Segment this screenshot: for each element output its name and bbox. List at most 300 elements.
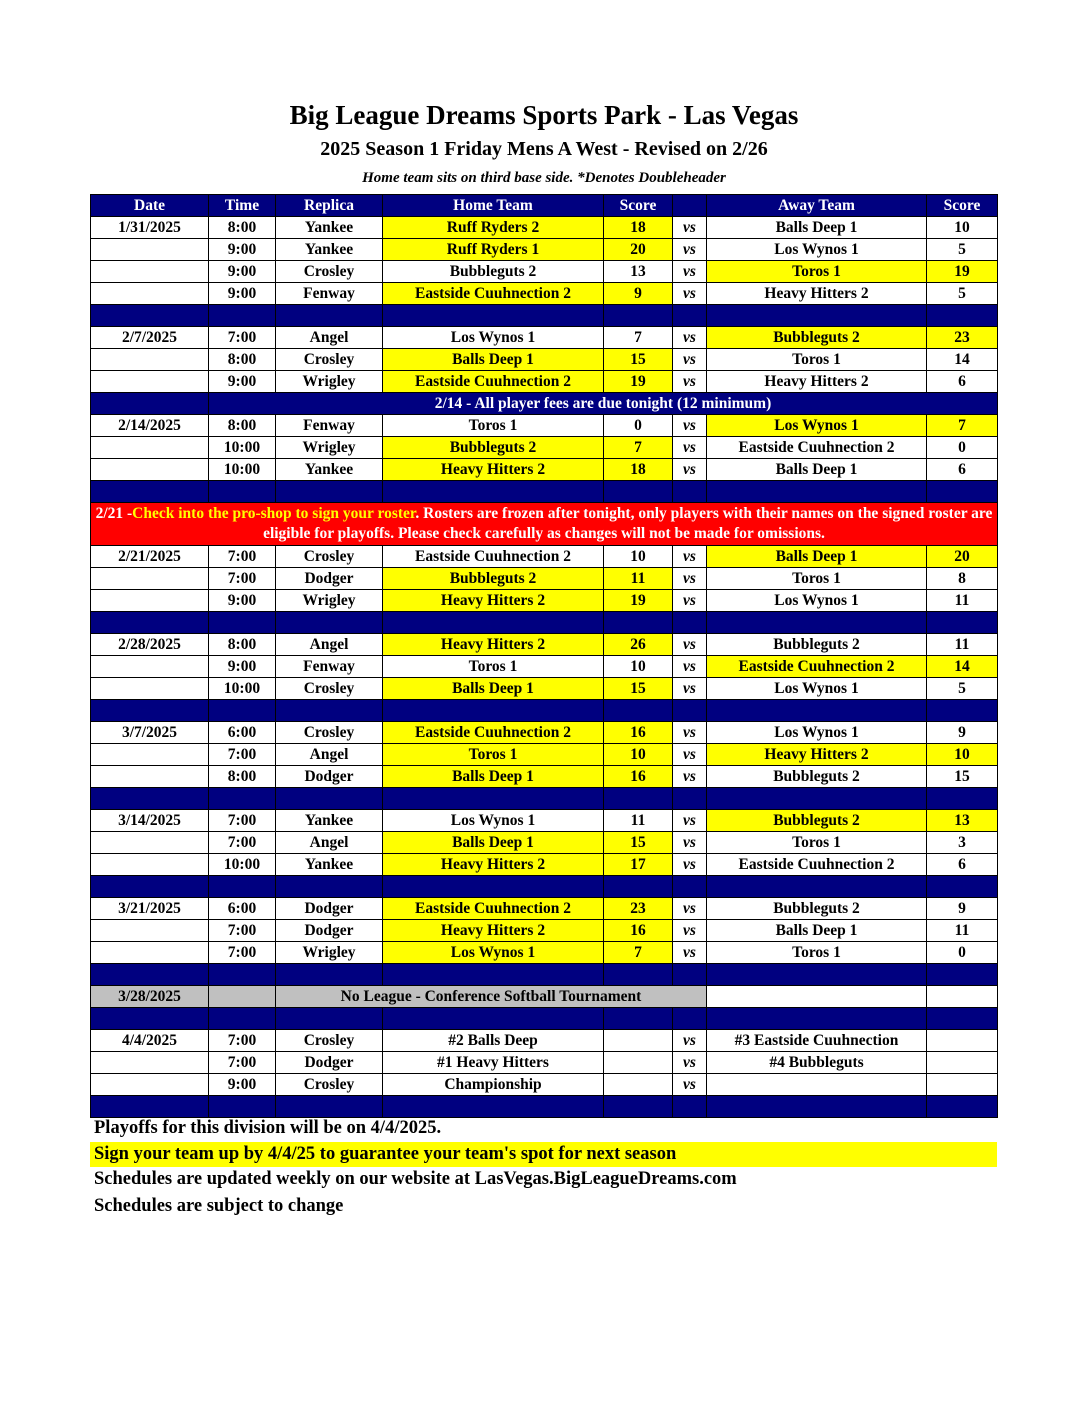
fees-notice-row: [91, 393, 998, 415]
page-subtitle: 2025 Season 1 Friday Mens A West - Revised on 2/26: [320, 138, 768, 160]
vs-cell: vs: [673, 217, 707, 239]
date-cell: [91, 239, 209, 261]
date-cell: [91, 656, 209, 678]
date-cell: 3/28/2025: [91, 986, 209, 1008]
table-row: [91, 634, 998, 656]
separator-row: [91, 964, 998, 986]
separator-cell: [209, 1096, 276, 1118]
home-team-cell: Balls Deep 1: [383, 678, 604, 700]
table-row: [91, 283, 998, 305]
date-cell: 4/4/2025: [91, 1030, 209, 1052]
vs-cell: vs: [673, 590, 707, 612]
away-score-cell: 20: [927, 546, 998, 568]
separator-cell: [927, 788, 998, 810]
date-cell: [91, 744, 209, 766]
separator-cell: [707, 481, 927, 503]
field-cell: Wrigley: [276, 942, 383, 964]
vs-cell: vs: [673, 744, 707, 766]
table-row: [91, 656, 998, 678]
separator-cell: [927, 1096, 998, 1118]
away-team-cell: Balls Deep 1: [707, 546, 927, 568]
home-score-cell: 10: [604, 744, 673, 766]
table-row: [91, 832, 998, 854]
away-score-cell: 5: [927, 283, 998, 305]
field-cell: Crosley: [276, 546, 383, 568]
table-row: [91, 1074, 998, 1096]
time-cell: 9:00: [209, 1074, 276, 1096]
home-score-cell: 16: [604, 766, 673, 788]
separator-row: [91, 1008, 998, 1030]
separator-cell: [604, 612, 673, 634]
field-cell: Crosley: [276, 722, 383, 744]
field-cell: Yankee: [276, 217, 383, 239]
separator-cell: [91, 481, 209, 503]
home-team-cell: Heavy Hitters 2: [383, 920, 604, 942]
date-cell: [91, 568, 209, 590]
separator-row: [91, 612, 998, 634]
date-cell: [91, 942, 209, 964]
away-score-cell: [927, 1052, 998, 1074]
page-title: Big League Dreams Sports Park - Las Vegas: [289, 100, 799, 130]
date-cell: 3/21/2025: [91, 898, 209, 920]
change-note: Schedules are subject to change: [94, 1196, 344, 1216]
vs-cell: vs: [673, 832, 707, 854]
away-team-cell: Balls Deep 1: [707, 920, 927, 942]
away-score-cell: 6: [927, 854, 998, 876]
vs-cell: vs: [673, 371, 707, 393]
time-cell: 7:00: [209, 744, 276, 766]
roster-notice: [91, 503, 998, 546]
separator-cell: [707, 1096, 927, 1118]
table-row: [91, 459, 998, 481]
date-cell: 1/31/2025: [91, 217, 209, 239]
header-date: Date: [91, 195, 209, 217]
home-team-cell: Ruff Ryders 1: [383, 239, 604, 261]
table-row: [91, 854, 998, 876]
separator-cell: [707, 305, 927, 327]
table-row: [91, 546, 998, 568]
vs-cell: vs: [673, 766, 707, 788]
date-cell: [91, 590, 209, 612]
time-cell: 9:00: [209, 261, 276, 283]
home-team-cell: Balls Deep 1: [383, 349, 604, 371]
home-score-cell: 26: [604, 634, 673, 656]
date-cell: 3/7/2025: [91, 722, 209, 744]
home-score-cell: 15: [604, 832, 673, 854]
date-cell: [91, 1074, 209, 1096]
separator-cell: [673, 1008, 707, 1030]
away-score-cell: 10: [927, 217, 998, 239]
away-score-cell: 23: [927, 327, 998, 349]
away-team-cell: Los Wynos 1: [707, 678, 927, 700]
date-cell: [91, 832, 209, 854]
header-home-score: Score: [604, 195, 673, 217]
home-score-cell: 9: [604, 283, 673, 305]
field-cell: Wrigley: [276, 590, 383, 612]
home-score-cell: 7: [604, 437, 673, 459]
away-team-cell: Toros 1: [707, 942, 927, 964]
roster-notice-highlight: Check into the pro-shop to sign your roster: [132, 505, 416, 522]
home-team-cell: Heavy Hitters 2: [383, 854, 604, 876]
away-team-cell: Bubbleguts 2: [707, 810, 927, 832]
no-league-text: No League - Conference Softball Tournament: [276, 986, 707, 1008]
vs-cell: vs: [673, 854, 707, 876]
home-score-cell: 13: [604, 261, 673, 283]
vs-cell: vs: [673, 349, 707, 371]
away-score-cell: 8: [927, 568, 998, 590]
home-score-cell: 7: [604, 327, 673, 349]
away-score-cell: 0: [927, 437, 998, 459]
separator-row: [91, 1096, 998, 1118]
away-score-cell: 11: [927, 920, 998, 942]
date-cell: 2/28/2025: [91, 634, 209, 656]
separator-cell: [91, 1096, 209, 1118]
away-team-cell: Los Wynos 1: [707, 590, 927, 612]
vs-cell: vs: [673, 656, 707, 678]
time-cell: 8:00: [209, 217, 276, 239]
date-cell: [91, 459, 209, 481]
away-score-cell: 0: [927, 942, 998, 964]
vs-cell: vs: [673, 261, 707, 283]
home-score-cell: [604, 1030, 673, 1052]
separator-cell: [276, 788, 383, 810]
separator-cell: [604, 788, 673, 810]
vs-cell: vs: [673, 568, 707, 590]
table-row: [91, 590, 998, 612]
separator-row: [91, 876, 998, 898]
separator-cell: [209, 964, 276, 986]
away-team-cell: Los Wynos 1: [707, 722, 927, 744]
separator-row: [91, 788, 998, 810]
separator-cell: [673, 700, 707, 722]
separator-cell: [276, 481, 383, 503]
vs-cell: vs: [673, 415, 707, 437]
home-team-cell: Eastside Cuuhnection 2: [383, 546, 604, 568]
away-score-cell: 11: [927, 590, 998, 612]
separator-cell: [383, 788, 604, 810]
time-cell: 7:00: [209, 942, 276, 964]
home-team-note: Home team sits on third base side. *Denotes Doubleheader: [362, 170, 726, 186]
time-cell: 7:00: [209, 546, 276, 568]
separator-cell: [209, 305, 276, 327]
home-score-cell: 11: [604, 568, 673, 590]
time-cell: 10:00: [209, 437, 276, 459]
header-away-score: Score: [927, 195, 998, 217]
vs-cell: vs: [673, 920, 707, 942]
field-cell: Dodger: [276, 920, 383, 942]
home-score-cell: 15: [604, 678, 673, 700]
date-cell: [91, 678, 209, 700]
table-row: [91, 810, 998, 832]
separator-cell: [383, 305, 604, 327]
table-row: [91, 568, 998, 590]
time-cell: 6:00: [209, 722, 276, 744]
away-score-cell: 6: [927, 371, 998, 393]
away-score-cell: [927, 1030, 998, 1052]
time-cell: 8:00: [209, 349, 276, 371]
home-score-cell: [604, 1074, 673, 1096]
away-score-cell: 15: [927, 766, 998, 788]
home-score-cell: 7: [604, 942, 673, 964]
table-row: [91, 766, 998, 788]
home-score-cell: 10: [604, 656, 673, 678]
time-cell: 9:00: [209, 239, 276, 261]
table-row: [91, 722, 998, 744]
separator-cell: [604, 876, 673, 898]
vs-cell: vs: [673, 722, 707, 744]
away-score-cell: 14: [927, 656, 998, 678]
vs-cell: vs: [673, 1030, 707, 1052]
away-score-cell: 5: [927, 239, 998, 261]
time-cell: 8:00: [209, 766, 276, 788]
date-cell: [91, 854, 209, 876]
separator-cell: [927, 481, 998, 503]
header-away-team: Away Team: [707, 195, 927, 217]
away-team-cell: Bubbleguts 2: [707, 327, 927, 349]
vs-cell: vs: [673, 1074, 707, 1096]
field-cell: Dodger: [276, 898, 383, 920]
time-cell: 8:00: [209, 415, 276, 437]
time-cell: 7:00: [209, 832, 276, 854]
table-row: [91, 349, 998, 371]
away-team-cell: Heavy Hitters 2: [707, 371, 927, 393]
separator-row: [91, 481, 998, 503]
date-cell: [91, 437, 209, 459]
home-team-cell: Eastside Cuuhnection 2: [383, 371, 604, 393]
away-score-cell: 3: [927, 832, 998, 854]
away-team-cell: Los Wynos 1: [707, 415, 927, 437]
separator-cell: [209, 481, 276, 503]
vs-cell: vs: [673, 898, 707, 920]
header-replica: Replica: [276, 195, 383, 217]
separator-cell: [604, 1008, 673, 1030]
table-row: [91, 261, 998, 283]
away-team-cell: Heavy Hitters 2: [707, 744, 927, 766]
home-team-cell: Balls Deep 1: [383, 832, 604, 854]
home-score-cell: 10: [604, 546, 673, 568]
separator-row: [91, 305, 998, 327]
time-cell: 9:00: [209, 283, 276, 305]
field-cell: Dodger: [276, 766, 383, 788]
table-row: [91, 327, 998, 349]
away-team-cell: Bubbleguts 2: [707, 766, 927, 788]
separator-cell: [927, 1008, 998, 1030]
vs-cell: vs: [673, 239, 707, 261]
separator-cell: [383, 1008, 604, 1030]
field-cell: Crosley: [276, 1074, 383, 1096]
separator-cell: [383, 1096, 604, 1118]
field-cell: Dodger: [276, 568, 383, 590]
separator-cell: [276, 876, 383, 898]
home-team-cell: Heavy Hitters 2: [383, 590, 604, 612]
home-team-cell: #2 Balls Deep: [383, 1030, 604, 1052]
table-row: [91, 437, 998, 459]
separator-cell: [383, 612, 604, 634]
vs-cell: vs: [673, 327, 707, 349]
separator-cell: [604, 700, 673, 722]
field-cell: Angel: [276, 634, 383, 656]
separator-cell: [707, 612, 927, 634]
separator-cell: [276, 612, 383, 634]
away-team-cell: [707, 986, 927, 1008]
separator-cell: [927, 700, 998, 722]
home-team-cell: Bubbleguts 2: [383, 261, 604, 283]
separator-cell: [209, 788, 276, 810]
home-team-cell: Toros 1: [383, 744, 604, 766]
time-cell: 10:00: [209, 459, 276, 481]
away-score-cell: [927, 1074, 998, 1096]
separator-cell: [673, 305, 707, 327]
vs-cell: vs: [673, 678, 707, 700]
vs-cell: vs: [673, 942, 707, 964]
time-cell: 7:00: [209, 810, 276, 832]
separator-cell: [91, 876, 209, 898]
date-cell: [91, 349, 209, 371]
field-cell: Yankee: [276, 810, 383, 832]
vs-cell: vs: [673, 459, 707, 481]
field-cell: Crosley: [276, 349, 383, 371]
away-team-cell: Balls Deep 1: [707, 217, 927, 239]
away-team-cell: Eastside Cuuhnection 2: [707, 854, 927, 876]
header-vs: [673, 195, 707, 217]
separator-cell: [276, 305, 383, 327]
separator-cell: [91, 1008, 209, 1030]
field-cell: Fenway: [276, 415, 383, 437]
date-cell: [91, 261, 209, 283]
home-team-cell: Heavy Hitters 2: [383, 459, 604, 481]
field-cell: Angel: [276, 832, 383, 854]
separator-cell: [673, 876, 707, 898]
away-team-cell: #4 Bubbleguts: [707, 1052, 927, 1074]
signup-note: Sign your team up by 4/4/25 to guarantee your team's spot for next season: [90, 1142, 997, 1167]
home-team-cell: Eastside Cuuhnection 2: [383, 283, 604, 305]
table-row: [91, 744, 998, 766]
away-score-cell: 14: [927, 349, 998, 371]
home-score-cell: 0: [604, 415, 673, 437]
home-team-cell: Los Wynos 1: [383, 942, 604, 964]
separator-cell: [673, 964, 707, 986]
away-team-cell: Eastside Cuuhnection 2: [707, 437, 927, 459]
home-score-cell: 16: [604, 722, 673, 744]
date-cell: [91, 371, 209, 393]
playoffs-note: Playoffs for this division will be on 4/4/2025.: [94, 1118, 442, 1138]
vs-cell: vs: [673, 437, 707, 459]
separator-cell: [91, 788, 209, 810]
header-home-team: Home Team: [383, 195, 604, 217]
separator-cell: [383, 481, 604, 503]
away-team-cell: #3 Eastside Cuuhnection: [707, 1030, 927, 1052]
time-cell: 10:00: [209, 678, 276, 700]
date-cell: [91, 766, 209, 788]
separator-cell: [927, 876, 998, 898]
date-cell: [91, 283, 209, 305]
time-cell: 7:00: [209, 1052, 276, 1074]
separator-cell: [673, 1096, 707, 1118]
table-row: [91, 1030, 998, 1052]
home-team-cell: Balls Deep 1: [383, 766, 604, 788]
field-cell: Crosley: [276, 261, 383, 283]
vs-cell: vs: [673, 634, 707, 656]
away-team-cell: Bubbleguts 2: [707, 634, 927, 656]
away-team-cell: Los Wynos 1: [707, 239, 927, 261]
date-cell: [91, 1052, 209, 1074]
separator-cell: [707, 788, 927, 810]
field-cell: Crosley: [276, 678, 383, 700]
home-score-cell: 23: [604, 898, 673, 920]
separator-cell: [91, 393, 209, 415]
date-cell: 2/21/2025: [91, 546, 209, 568]
separator-cell: [91, 964, 209, 986]
header-time: Time: [209, 195, 276, 217]
away-team-cell: Balls Deep 1: [707, 459, 927, 481]
away-score-cell: 13: [927, 810, 998, 832]
field-cell: Yankee: [276, 854, 383, 876]
home-team-cell: Bubbleguts 2: [383, 437, 604, 459]
separator-cell: [673, 481, 707, 503]
away-team-cell: Eastside Cuuhnection 2: [707, 656, 927, 678]
table-row: [91, 415, 998, 437]
schedule-table: [90, 194, 998, 1118]
away-team-cell: Bubbleguts 2: [707, 898, 927, 920]
vs-cell: vs: [673, 810, 707, 832]
home-score-cell: 16: [604, 920, 673, 942]
away-score-cell: 5: [927, 678, 998, 700]
home-team-cell: Toros 1: [383, 415, 604, 437]
home-score-cell: 17: [604, 854, 673, 876]
table-row: [91, 678, 998, 700]
fees-notice: 2/14 - All player fees are due tonight (12 minimum): [209, 393, 998, 415]
separator-cell: [209, 700, 276, 722]
separator-cell: [383, 700, 604, 722]
vs-cell: vs: [673, 283, 707, 305]
home-team-cell: Los Wynos 1: [383, 810, 604, 832]
separator-cell: [927, 305, 998, 327]
home-team-cell: Los Wynos 1: [383, 327, 604, 349]
separator-cell: [604, 964, 673, 986]
separator-cell: [927, 964, 998, 986]
separator-cell: [927, 612, 998, 634]
roster-notice-rest: . Rosters are frozen after tonight, only players with their names on the signed roster are eligible for playoffs. Please check carefully as changes will not be made for omissions.: [263, 505, 993, 542]
away-team-cell: Toros 1: [707, 349, 927, 371]
separator-cell: [707, 876, 927, 898]
date-cell: [91, 920, 209, 942]
away-score-cell: 6: [927, 459, 998, 481]
table-row: [91, 920, 998, 942]
separator-cell: [209, 876, 276, 898]
table-row: [91, 217, 998, 239]
roster-notice-row: [91, 503, 998, 546]
separator-cell: [707, 964, 927, 986]
time-cell: 9:00: [209, 371, 276, 393]
home-team-cell: Championship: [383, 1074, 604, 1096]
vs-cell: vs: [673, 1052, 707, 1074]
time-cell: 10:00: [209, 854, 276, 876]
home-score-cell: 18: [604, 217, 673, 239]
home-score-cell: 11: [604, 810, 673, 832]
away-team-cell: [707, 1074, 927, 1096]
home-score-cell: 20: [604, 239, 673, 261]
separator-cell: [604, 481, 673, 503]
home-team-cell: #1 Heavy Hitters: [383, 1052, 604, 1074]
home-team-cell: Toros 1: [383, 656, 604, 678]
away-score-cell: 9: [927, 722, 998, 744]
away-score-cell: [927, 986, 998, 1008]
time-cell: 9:00: [209, 656, 276, 678]
separator-cell: [91, 700, 209, 722]
field-cell: Dodger: [276, 1052, 383, 1074]
home-team-cell: Bubbleguts 2: [383, 568, 604, 590]
table-header-row: [91, 195, 998, 217]
